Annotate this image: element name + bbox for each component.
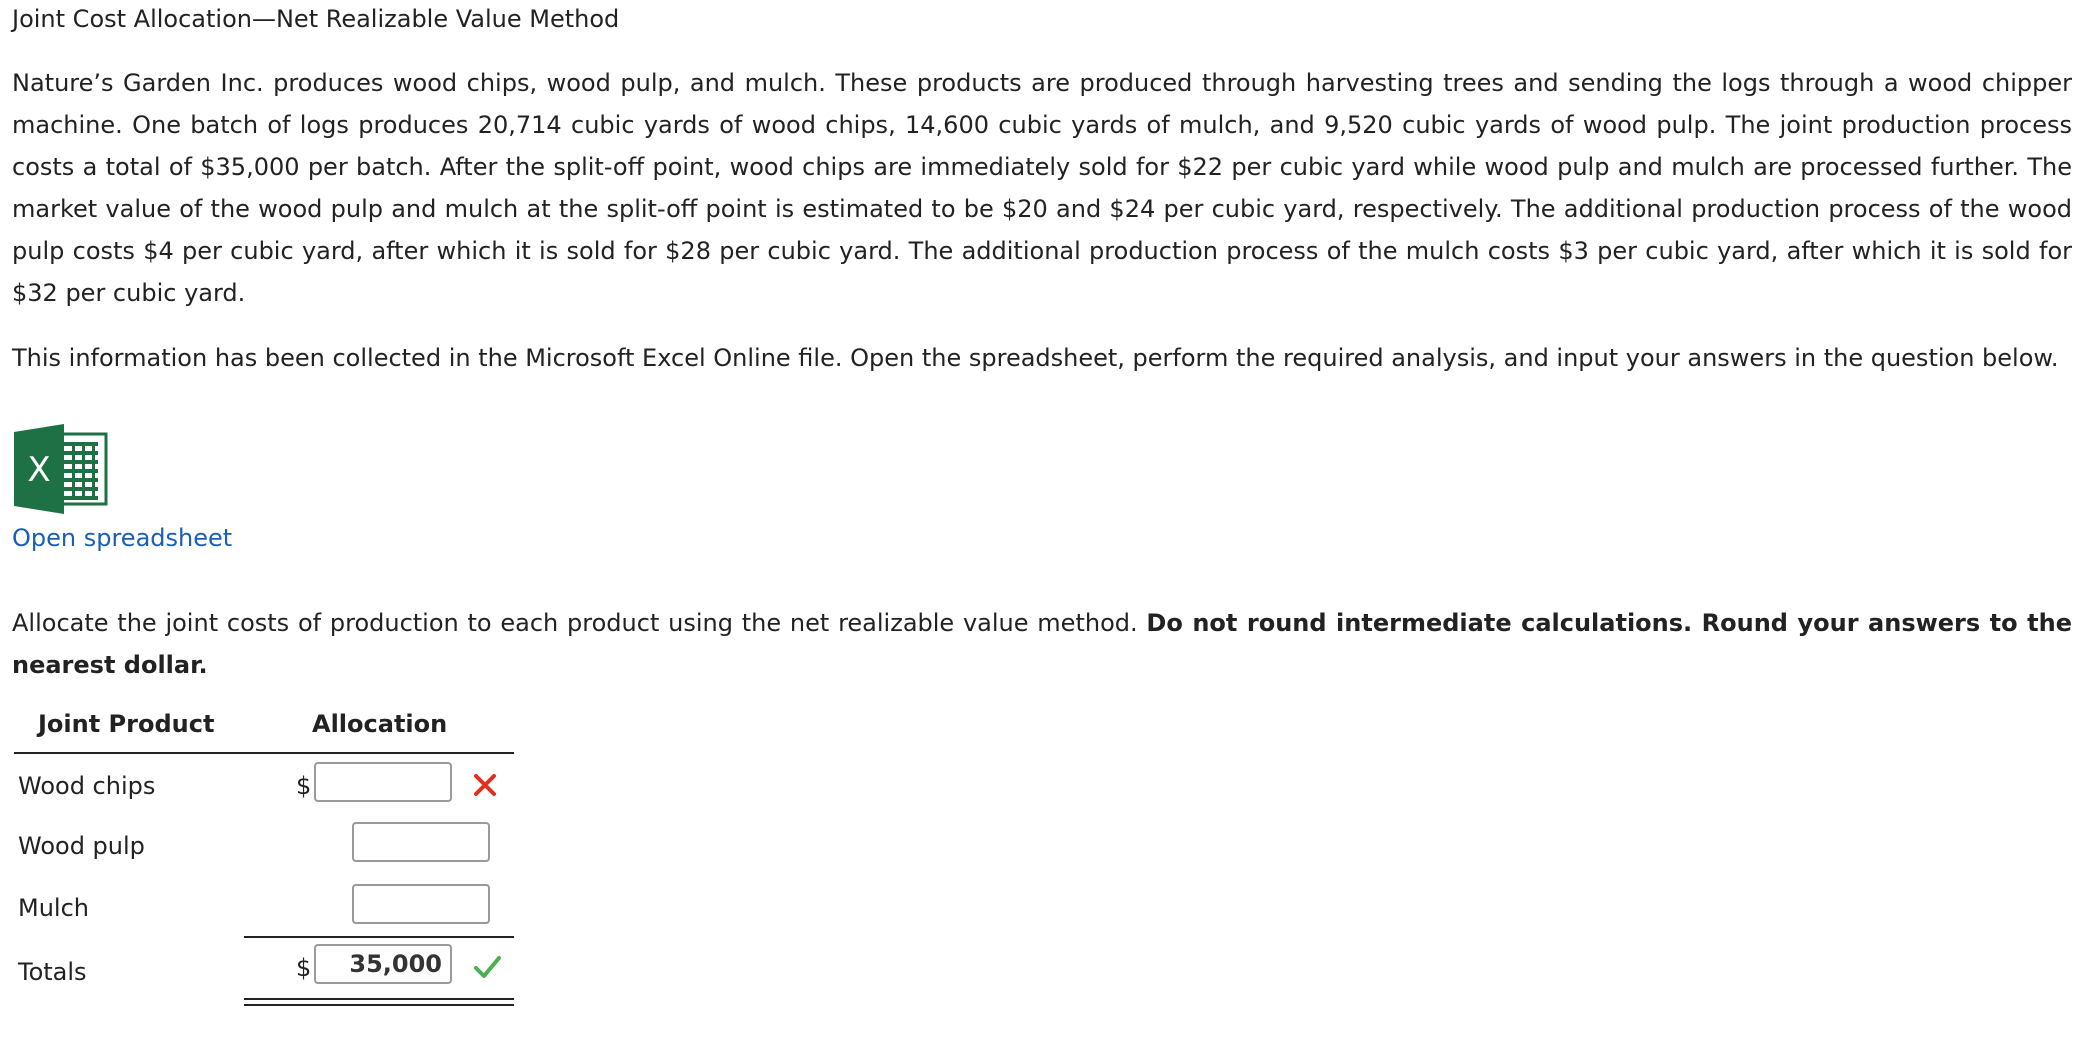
wood-pulp-allocation-input[interactable] <box>352 822 490 862</box>
open-spreadsheet-link[interactable]: Open spreadsheet <box>12 524 233 552</box>
excel-icon[interactable] <box>12 424 108 514</box>
problem-paragraph: Nature’s Garden Inc. produces wood chips, wood pulp, and mulch. These products are produced through harvesting trees and sending the logs through a wood chipper machine. One batch of logs produces 20,714 cubic yards of wood chips, 14,600 cubic yards of mulch, and 9,520 cubic yards of wood pulp. The joint production process costs a total of $35,000 per batch. After the split-off point, wood chips are immediately sold for $22 per cubic yard while wood pulp and mulch are processed further. The market value of the wood pulp and mulch at the split-off point is estimated to be $20 and $24 per cubic yard, respectively. The additional production process of the wood pulp costs $4 per cubic yard, after which it is sold for $28 per cubic yard. The additional production process of the mulch costs $3 per cubic yard, after which it is sold for $32 per cubic yard. <box>12 69 2072 307</box>
header-allocation: Allocation <box>312 710 448 738</box>
instruction-bold-text: Do not round intermediate calculations. Round your answers to the nearest dollar. <box>12 609 2072 679</box>
instruction-text: Allocate the joint costs of production to each product using the net realizable value method. <box>12 609 1138 637</box>
excel-info-paragraph: This information has been collected in the Microsoft Excel Online file. Open the spreadsheet, perform the required analysis, and input your answers in the question below. <box>12 344 2059 372</box>
svg-text:X: X <box>27 450 51 490</box>
mulch-allocation-input[interactable] <box>352 884 490 924</box>
totals-double-rule-top <box>244 998 514 1000</box>
correct-check-icon <box>472 952 502 982</box>
totals-dollar-sign: $ <box>296 954 312 982</box>
totals-double-rule-bottom <box>244 1004 514 1006</box>
dollar-sign: $ <box>296 772 312 800</box>
header-joint-product: Joint Product <box>38 710 215 738</box>
subtotal-rule <box>244 936 514 938</box>
page-title: Joint Cost Allocation—Net Realizable Value Method <box>12 5 620 33</box>
header-rule <box>14 752 514 754</box>
row-label-wood-chips: Wood chips <box>18 772 156 800</box>
incorrect-x-icon <box>470 770 500 800</box>
row-label-totals: Totals <box>18 958 87 986</box>
question-instruction <box>12 602 2072 686</box>
totals-allocation-input[interactable] <box>314 944 452 984</box>
wood-chips-allocation-input[interactable] <box>314 762 452 802</box>
row-label-mulch: Mulch <box>18 894 89 922</box>
row-label-wood-pulp: Wood pulp <box>18 832 145 860</box>
